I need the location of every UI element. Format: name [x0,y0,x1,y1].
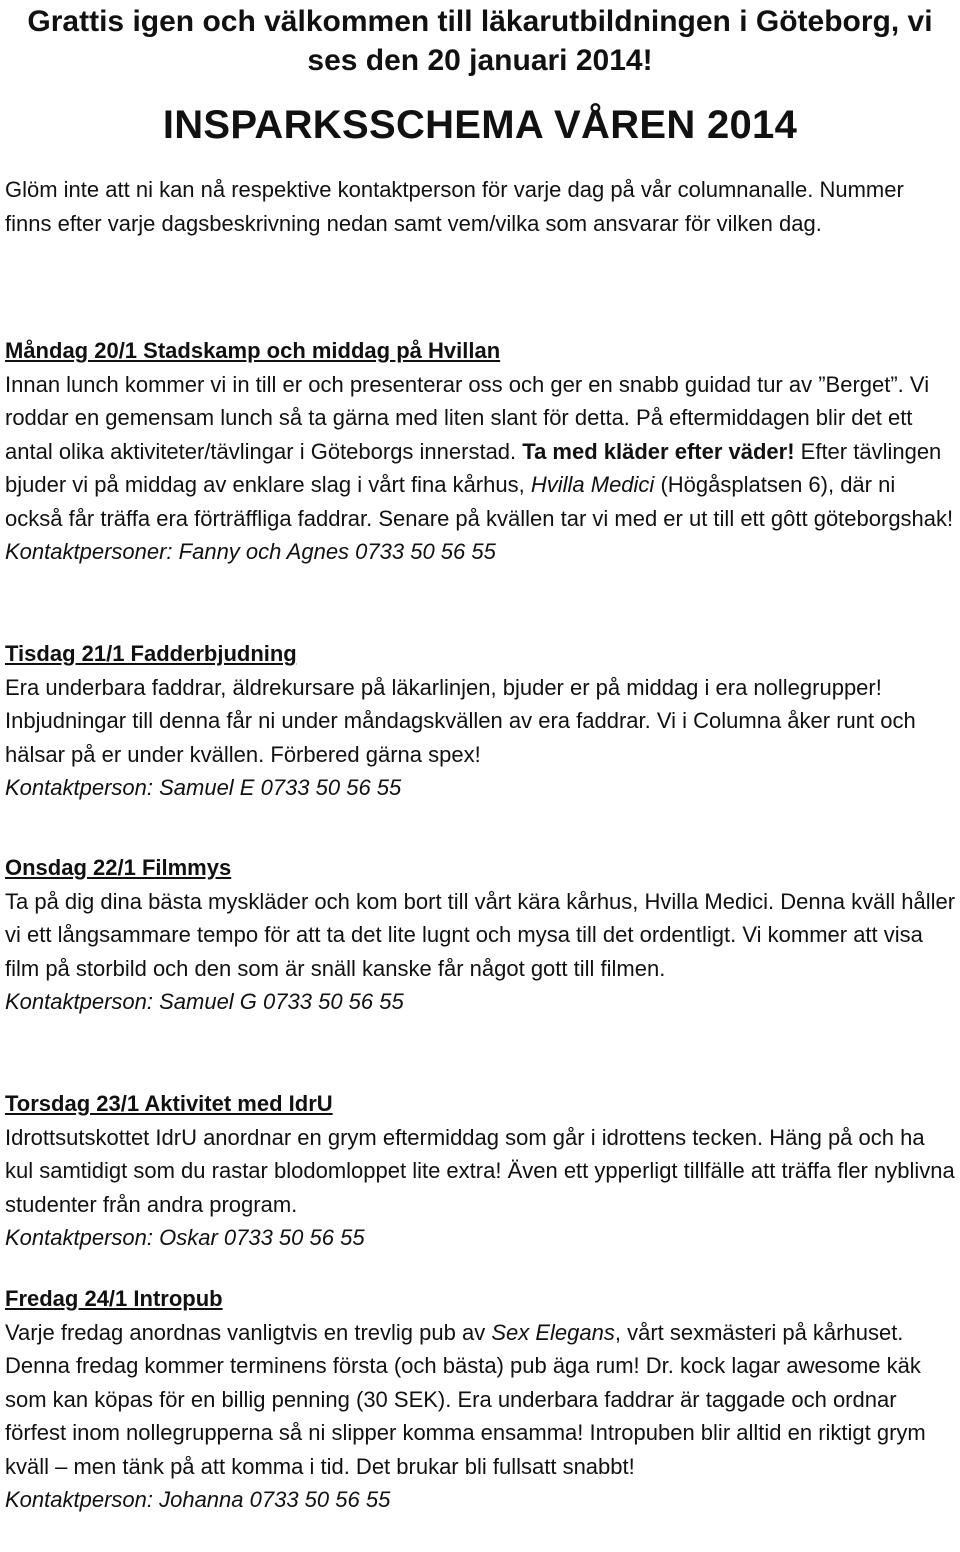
day-description [5,1316,956,1484]
day-heading: Måndag 20/1 Stadskamp och middag på Hvillan [5,338,501,363]
day-heading: Fredag 24/1 Intropub [5,1286,223,1311]
intro-paragraph: Glöm inte att ni kan nå respektive kontaktperson för varje dag på vår columnanalle. Nummer finns efter varje dagsbeskrivning nedan samt vem/vilka som ansvarar för vilken dag. [5,177,904,236]
contact-line: Kontaktperson: Samuel E 0733 50 56 55 [5,775,402,800]
description-text: (Högåsplatsen 6), där ni också får träffa era förträffliga faddrar. Senare på kvällen tar vi med er ut till ett gôtt göteborgshak! [5,472,954,531]
day-monday [5,334,956,569]
day-friday [5,1282,956,1517]
contact-line: Kontaktperson: Johanna 0733 50 56 55 [5,1487,391,1512]
description-text: , vårt sexmästeri på kårhuset. Denna fredag kommer terminens första (och bästa) pub äga rum! Dr. kock lagar awesome käk som kan köpas för en billig penning (30 SEK). Era underbara faddrar är taggade och ordnar förfest inom nollegrupperna så ni slipper komma ensamma! Intropuben blir alltid en riktigt grym kväll – men tänk på att komma i tid. Det brukar bli fullsatt snabbt! [5,1319,926,1479]
venue-name: Hvilla Medici [530,472,655,497]
day-heading: Tisdag 21/1 Fadderbjudning [5,641,297,666]
day-wednesday [5,851,956,1019]
day-description: Era underbara faddrar, äldrekursare på läkarlinjen, bjuder er på middag i era nollegrupper! Inbjudningar till denna får ni under måndagskvällen av era faddrar. Vi i Columna åker runt och hälsar på er under kvällen. Förbered gärna spex! [5,674,916,767]
day-description [5,368,956,536]
day-thursday [5,1087,956,1255]
greeting-heading: Grattis igen och välkommen till läkarutbildningen i Göteborg, vi ses den 20 januari 2014! [27,5,933,77]
contact-line: Kontaktperson: Samuel G 0733 50 56 55 [5,989,404,1014]
schedule-title: INSPARKSSCHEMA VÅREN 2014 [162,103,798,147]
description-text: Efter tävlingen bjuder vi på middag av enklare slag i vårt fina kårhus, [5,438,942,497]
day-heading: Onsdag 22/1 Filmmys [5,855,232,880]
day-description: Idrottsutskottet IdrU anordnar en grym eftermiddag som går i idrottens tecken. Häng på och ha kul samtidigt som du rastar blodomloppet lite extra! Även ett ypperligt tillfälle att träffa fler nyblivna studenter från andra program. [5,1124,955,1217]
day-tuesday [5,637,956,805]
description-text: Innan lunch kommer vi in till er och presenterar oss och ger en snabb guidad tur av ”Berget”. Vi roddar en gemensam lunch så ta gärna med liten slant för detta. På eftermiddagen blir det ett antal olika aktiviteter/tävlingar i Göteborgs innerstad. [5,371,930,464]
contact-line: Kontaktperson: Oskar 0733 50 56 55 [5,1225,365,1250]
organizer-name: Sex Elegans [491,1319,615,1345]
description-text: Varje fredag anordnas vanligtvis en trevlig pub av [5,1319,492,1345]
day-description: Ta på dig dina bästa myskläder och kom bort till vårt kära kårhus, Hvilla Medici. Denna kväll håller vi ett långsammare tempo för att ta det lite lugnt och mysa till det ordentligt. Vi kommer att visa film på storbild och den som är snäll kanske får något gott till filmen. [5,888,956,981]
contact-line: Kontaktpersoner: Fanny och Agnes 0733 50 56 55 [5,539,496,564]
bold-note: Ta med kläder efter väder! [522,438,795,464]
day-heading: Torsdag 23/1 Aktivitet med IdrU [5,1091,333,1116]
